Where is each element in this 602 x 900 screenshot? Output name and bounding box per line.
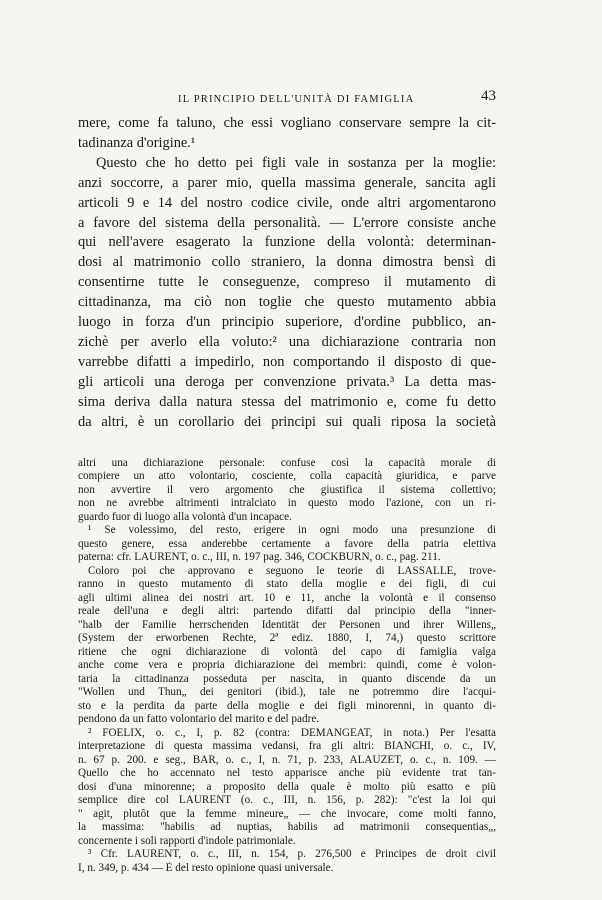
body-line: a favore del sistema della personalità. — L'errore consiste anche <box>78 214 496 231</box>
body-line: luogo in forza d'un principio superiore, d'ordine pubblico, an- <box>78 314 496 331</box>
footnote-line: interpretazione di questa massima vedansi, fra gli altri: BIANCHI, o. c., IV, <box>78 740 496 752</box>
footnote-line: questo genere, essa anderebbe certamente a favore della patria elettiva <box>78 537 496 550</box>
footnote-line: (System der erworbenen Rechte, 2ª ediz. 1880, I, 74,) questo scrittore <box>78 632 496 644</box>
footnote-line: "Wollen und Thun„ dei genitori (ibid.), tale ne potremmo dire l'acqui- <box>78 686 496 698</box>
body-line: Questo che ho detto pei figli vale in sostanza per la moglie: <box>96 154 496 171</box>
footnote-line: guardo fuor di luogo alla volontà d'un incapace. <box>78 510 292 523</box>
footnote-line: Quello che ho accennato nel testo apparisce anche più evidente trat tan- <box>78 767 496 779</box>
footnote-line: paterna: cfr. LAURENT, o. c., III, n. 197 pag. 346, COCKBURN, o. c., pag. 211. <box>78 551 441 563</box>
body-line: gli articoli una deroga per convenzione privata.³ La detta mas- <box>78 373 496 390</box>
body-line: da altri, è un corollario dei principi sui quali riposa la società <box>78 413 496 430</box>
footnote-line: concernente i soli rapporti d'indole patrimoniale. <box>78 834 296 847</box>
footnote-line: taria la cittadinanza posseduta per nascita, in quanto discende da un <box>78 672 496 685</box>
footnote-line: altri una dichiarazione personale: confuse così la capacità morale di <box>78 456 496 469</box>
main-text <box>78 114 496 433</box>
footnote-line: anche come vera e propria dichiarazione dei membri: quindi, come è volon- <box>78 659 496 671</box>
body-line: mere, come fa taluno, che essi vogliano conservare sempre la cit- <box>78 115 496 131</box>
footnotes <box>78 457 496 876</box>
page-header <box>78 88 496 110</box>
running-title: IL PRINCIPIO DELL'UNITÀ DI FAMIGLIA <box>178 94 415 105</box>
body-line: varrebbe difatti a impedirlo, non comportando il disposto di que- <box>78 353 496 370</box>
footnote-line: n. 67 p. 200. e seg., BAR, o. c., I, n. 71, p. 233, ALAUZET, o. c., n. 109. — <box>78 753 496 766</box>
footnote-line: sto e la perdita da parte della moglie e dei figli minorenni, in quanto di- <box>78 699 496 712</box>
footnote-line: pendono da un fatto volontario del marito e del padre. <box>78 713 320 725</box>
footnote-line: la massima: "habilis ad nuptias, habilis ad matrimonii consequentias„, <box>78 821 496 833</box>
footnote-line: ¹ Se volessimo, del resto, erigere in ogni modo una presunzione di <box>88 524 496 536</box>
body-line: zichè per averlo ella voluto:² una dichiarazione contraria non <box>78 333 496 350</box>
body-line: sima deriva dalla natura stessa del matrimonio e, come fu detto <box>78 393 496 410</box>
body-line: articoli 9 e 14 del nostro codice civile, onde altri argomentarono <box>78 194 496 211</box>
body-line: cittadinanza, ma ciò non toglie che questo mutamento abbia <box>78 294 496 311</box>
body-line: dosi al matrimonio collo straniero, la donna dimostra bensì di <box>78 254 496 271</box>
footnote-line: reale dell'una e degli altri: partendo difatti dal principio della "inner- <box>78 605 496 617</box>
footnote-line: dosi d'una minorenne; a proposito della quale è molto più esatto e più <box>78 780 496 793</box>
page-number: 43 <box>481 88 496 104</box>
footnote-line: ritiene che ogni dichiarazione di volontà del capo di famiglia valga <box>78 645 496 658</box>
body-line: anzi soccorre, a parer mio, quella massima generale, sancita agli <box>78 174 496 191</box>
footnote-line: non avvertire il vero argomento che giustifica il sistema collettivo; <box>78 483 496 496</box>
footnote-line: Coloro poi che approvano e seguono le teorie di LASSALLE, trove- <box>88 564 496 577</box>
footnote-line: " agit, plutôt que la femme mineure„ — che invocare, come molti fanno, <box>78 807 496 820</box>
body-line: qui nell'avere esagerato la funzione della volontà: determinan- <box>78 234 496 251</box>
footnote-line: semplice dire col LAURENT (o. c., III, n. 156, p. 282): "c'est la loi qui <box>78 794 496 806</box>
footnote-line: non ne avrebbe altrimenti intralciato in questo modo l'azione, con un ri- <box>78 497 496 509</box>
book-page <box>78 88 496 875</box>
body-line: consentirne tutte le conseguenze, compreso il mutamento di <box>78 274 496 291</box>
footnote-line: compiere un atto volontario, cosciente, colla capacità giuridica, e parve <box>78 470 496 482</box>
body-line: tadinanza d'origine.¹ <box>78 134 196 151</box>
footnote-line: agli ultimi alinea dei nostri art. 10 e 11, anche la volontà e il consenso <box>78 591 496 604</box>
footnote-line: ranno in questo mutamento di stato della moglie e dei figli, di cui <box>78 578 496 590</box>
footnote-line: I, n. 349, p. 434 — È del resto opinione quasi universale. <box>78 861 334 874</box>
footnote-line: ² FOELIX, o. c., I, p. 82 (contra: DEMANGEAT, in nota.) Per l'esatta <box>88 726 496 739</box>
footnote-line: ³ Cfr. LAURENT, o. c., III, n. 154, p. 276,500 e Principes de droit civil <box>88 848 496 860</box>
footnote-line: "halb der Familie herrschenden Identität der Personen und ihrer Willens„ <box>78 618 496 631</box>
